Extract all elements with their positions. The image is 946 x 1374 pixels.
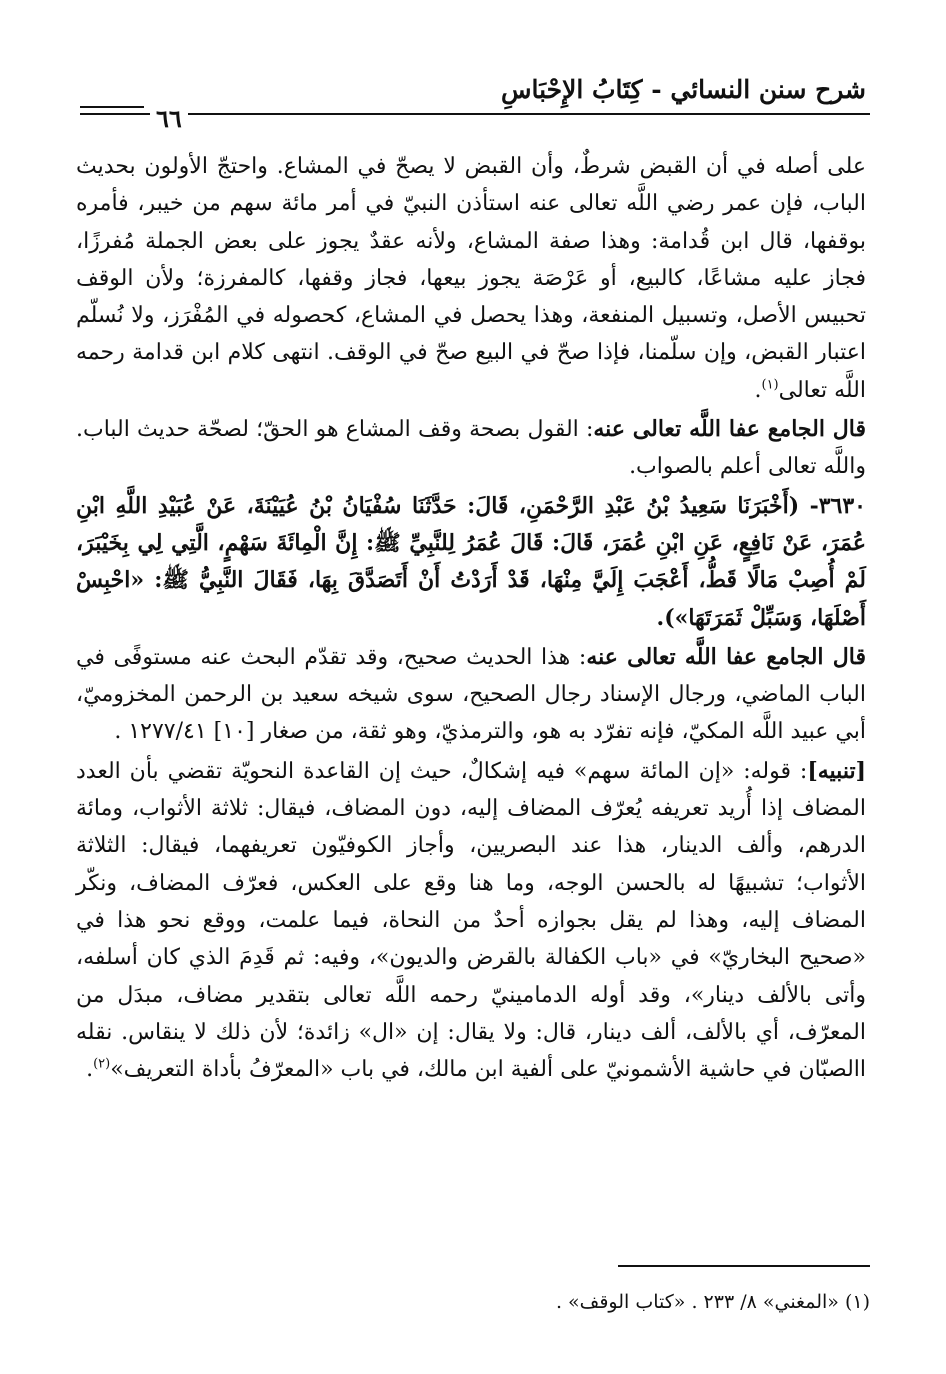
footnote-ref[interactable]: (٢) xyxy=(93,1056,111,1072)
author-lead: قال الجامع عفا اللَّه تعالى عنه xyxy=(586,643,866,670)
running-header-title: شرح سنن النسائي - كِتَابُ الإِحْبَاسِ xyxy=(500,75,866,104)
paragraph-text: : القول بصحة وقف المشاع هو الحقّ؛ لصحّة حديث الباب. واللَّه تعالى أعلم بالصواب. xyxy=(76,417,866,480)
text-line: كلام ابن قدامة رحمه اللَّه تعالى xyxy=(76,340,866,403)
text-line: بحديث الباب، فإن عمر رضي اللَّه تعالى عنه استأذن النبيّ في أمر مائة سهم من خيبر، xyxy=(76,154,866,217)
hadith-text: - (أَخْبَرَنَا سَعِيدُ بْنُ عَبْدِ الرَّحْمَنِ، قَالَ: حَدَّثَنَا سُفْيَانُ بْنُ عُيَيْنَةَ، عَنْ عُبَيْدِ اللَّهِ ابْنِ عُمَرَ، عَنْ نَافِعٍ، عَنِ ابْنِ عُمَرَ، قَالَ: قَالَ عُمَرُ لِلنَّبِيِّ ﷺ: إِنَّ الْمِائَةَ سَهْمٍ، الَّتِي لِي بِخَيْبَرَ، لَمْ أُصِبْ مَالًا قَطُّ، أَعْجَبَ إِلَيَّ مِنْهَا، قَدْ أَرَدْتُ أَنْ أَتَصَدَّقَ بِهَا، فَقَالَ النَّبِيُّ ﷺ: «احْبِسْ أَصْلَهَا، وَسَبِّلْ ثَمَرَتَهَا»). xyxy=(76,492,866,631)
paragraph-quote: على أصله في أن القبض شرطٌ، وأن القبض لا يصحّ في المشاع. واحتجّ الأولون بحديث الباب، فإن عمر رضي اللَّه تعالى عنه استأذن النبيّ في أمر مائة سهم من خيبر، فأمره بوقفها، قال ابن قُدامة: وهذا صفة المشاع، ولأنه عقدٌ يجوز على بعض الجملة مُفرزًا، فجاز عليه مشاعًا، كالبيع، أو عَرْصَة يجوز بيعها، فجاز وقفها، كالمفرزة؛ ولأن الوقف تحبيس الأصل، وتسبيل المنفعة، وهذا يحصل في المشاع، كحصوله في المُفْرَز، ولا نُسلّم اعتبار القبض، وإن سلّمنا، فإذا صحّ في البيع صحّ في الوقف. انتهى كلام ابن قدامة رحمه اللَّه تعالى$^{(١)}$. xyxy=(76,154,866,403)
paragraph-note: [تنبيه]: قوله: «إن المائة سهم» فيه إشكالٌ، حيث إن القاعدة النحويّة تقضي بأن العدد المضاف إذا أُريد تعريفه يُعرّف المضاف إليه، دون المضاف، فيقال: ثلاثة الأثواب، ومائة الدرهم، وألف الدينار، هذا عند البصريين، وأجاز الكوفيّون تعريفهما، فيقال: الثلاثة الأثواب؛ تشبيهًا له بالحسن الوجه، وما هنا وقع على العكس، فعرّف المضاف، ونكّر المضاف إليه، وهذا لم يقل بجوازه أحدٌ من النحاة، فيما علمت، ووقع نحو هذا في «صحيح البخاريّ» في «باب الكفالة بالقرض والديون»، وفيه: ثم قَدِمَ الذي كان أسلفه، وأتى بالألف دينار»، وقد أوله الدمامينيّ رحمه اللَّه تعالى بتقدير مضاف، مبدَل من المعرّف، أي بالألف، ألف دينار، قال: ولا يقال: إن «ال» زائدة؛ لأن ذلك لا ينقاس. نقله االصبّان في حاشية الأشمونيّ على ألفية ابن مالك، في باب «المعرّفُ بأداة التعريف»$^{(٢)}$. xyxy=(76,757,866,1083)
author-lead: قال الجامع عفا اللَّه تعالى عنه xyxy=(593,416,866,443)
footnote: (١) «المغني» ٨/ ٢٣٣ . «كتاب الوقف» . xyxy=(555,1291,870,1313)
text-line: مُفرزًا، فجاز عليه مشاعًا، كالبيع، أو عَرْصَة يجوز بيعها، فجاز وقفها، كالمفرزة؛ xyxy=(76,228,866,291)
page-number: ٦٦ xyxy=(150,104,188,134)
paragraph-text: : قوله: «إن المائة سهم» فيه إشكالٌ، حيث إن القاعدة النحويّة تقضي بأن العدد المضاف إذا أُريد تعريفه يُعرّف المضاف إليه، دون المضاف، فيقال: ثلاثة الأثواب، ومائة الدرهم، وألف الدينار، هذا عند البصريين، وأجاز الكوفيّون تعريفهما، فيقال: الثلاثة الأثواب؛ تشبيهًا له بالحسن الوجه، وما هنا وقع على العكس، فعرّف المضاف، ونكّر المضاف إليه، وهذا لم يقل بجوازه أحدٌ من النحاة، فيما علمت، ووقع نحو هذا في «صحيح البخاريّ» في «باب الكفالة بالقرض والديون»، وفيه: ثم قَدِمَ الذي كان أسلفه، وأتى بالألف دينار»، وقد أوله الدمامينيّ رحمه اللَّه تعالى بتقدير مضاف، مبدَل من المعرّف، أي بالألف، ألف دينار، قال: ولا يقال: إن «ال» زائدة؛ لأن ذلك لا ينقاس. نقله االصبّان في حاشية الأشمونيّ على ألفية ابن مالك، في باب «المعرّفُ بأداة التعريف» xyxy=(76,758,866,1083)
paragraph-text: : هذا الحديث صحيح، وقد تقدّم البحث عنه مستوفًى في الباب الماضي، ورجال الإسناد رجال الصحيح، سوى شيخه سعيد بن الرحمن المخزوميّ، أبي عبيد اللَّه المكيّ، فإنه تفرّد به هو، والترمذيّ، وهو ثقة، من صغار [١٠] ١٢٧٧/٤١ . xyxy=(76,644,866,745)
hadith xyxy=(76,488,866,637)
text-line: فأمره بوقفها، قال ابن قُدامة: وهذا صفة المشاع، ولأنه عقدٌ يجوز على بعض الجملة xyxy=(76,191,866,254)
footnote-rule xyxy=(618,1265,870,1267)
text-line: ولأن الوقف تحبيس الأصل، وتسبيل المنفعة، وهذا يحصل في المشاع، كحصوله في xyxy=(76,265,866,329)
main-text xyxy=(76,148,866,1088)
header-decoration xyxy=(80,106,144,126)
hadith-number: ٣٦٣٠ xyxy=(818,492,866,519)
text-line: المُفْرَز، ولا نُسلّم اعتبار القبض، وإن سلّمنا، فإذا صحّ في البيع صحّ في الوقف. انتهى xyxy=(76,303,866,366)
paragraph-conclusion xyxy=(76,411,866,486)
note-lead: [تنبيه] xyxy=(807,757,866,784)
header-rule xyxy=(80,113,870,115)
paragraph-grading xyxy=(76,639,866,751)
text-line: على أصله في أن القبض شرطٌ، وأن القبض لا يصحّ في المشاع. واحتجّ الأولون xyxy=(144,154,866,179)
footnote-ref[interactable]: (١) xyxy=(761,377,779,393)
